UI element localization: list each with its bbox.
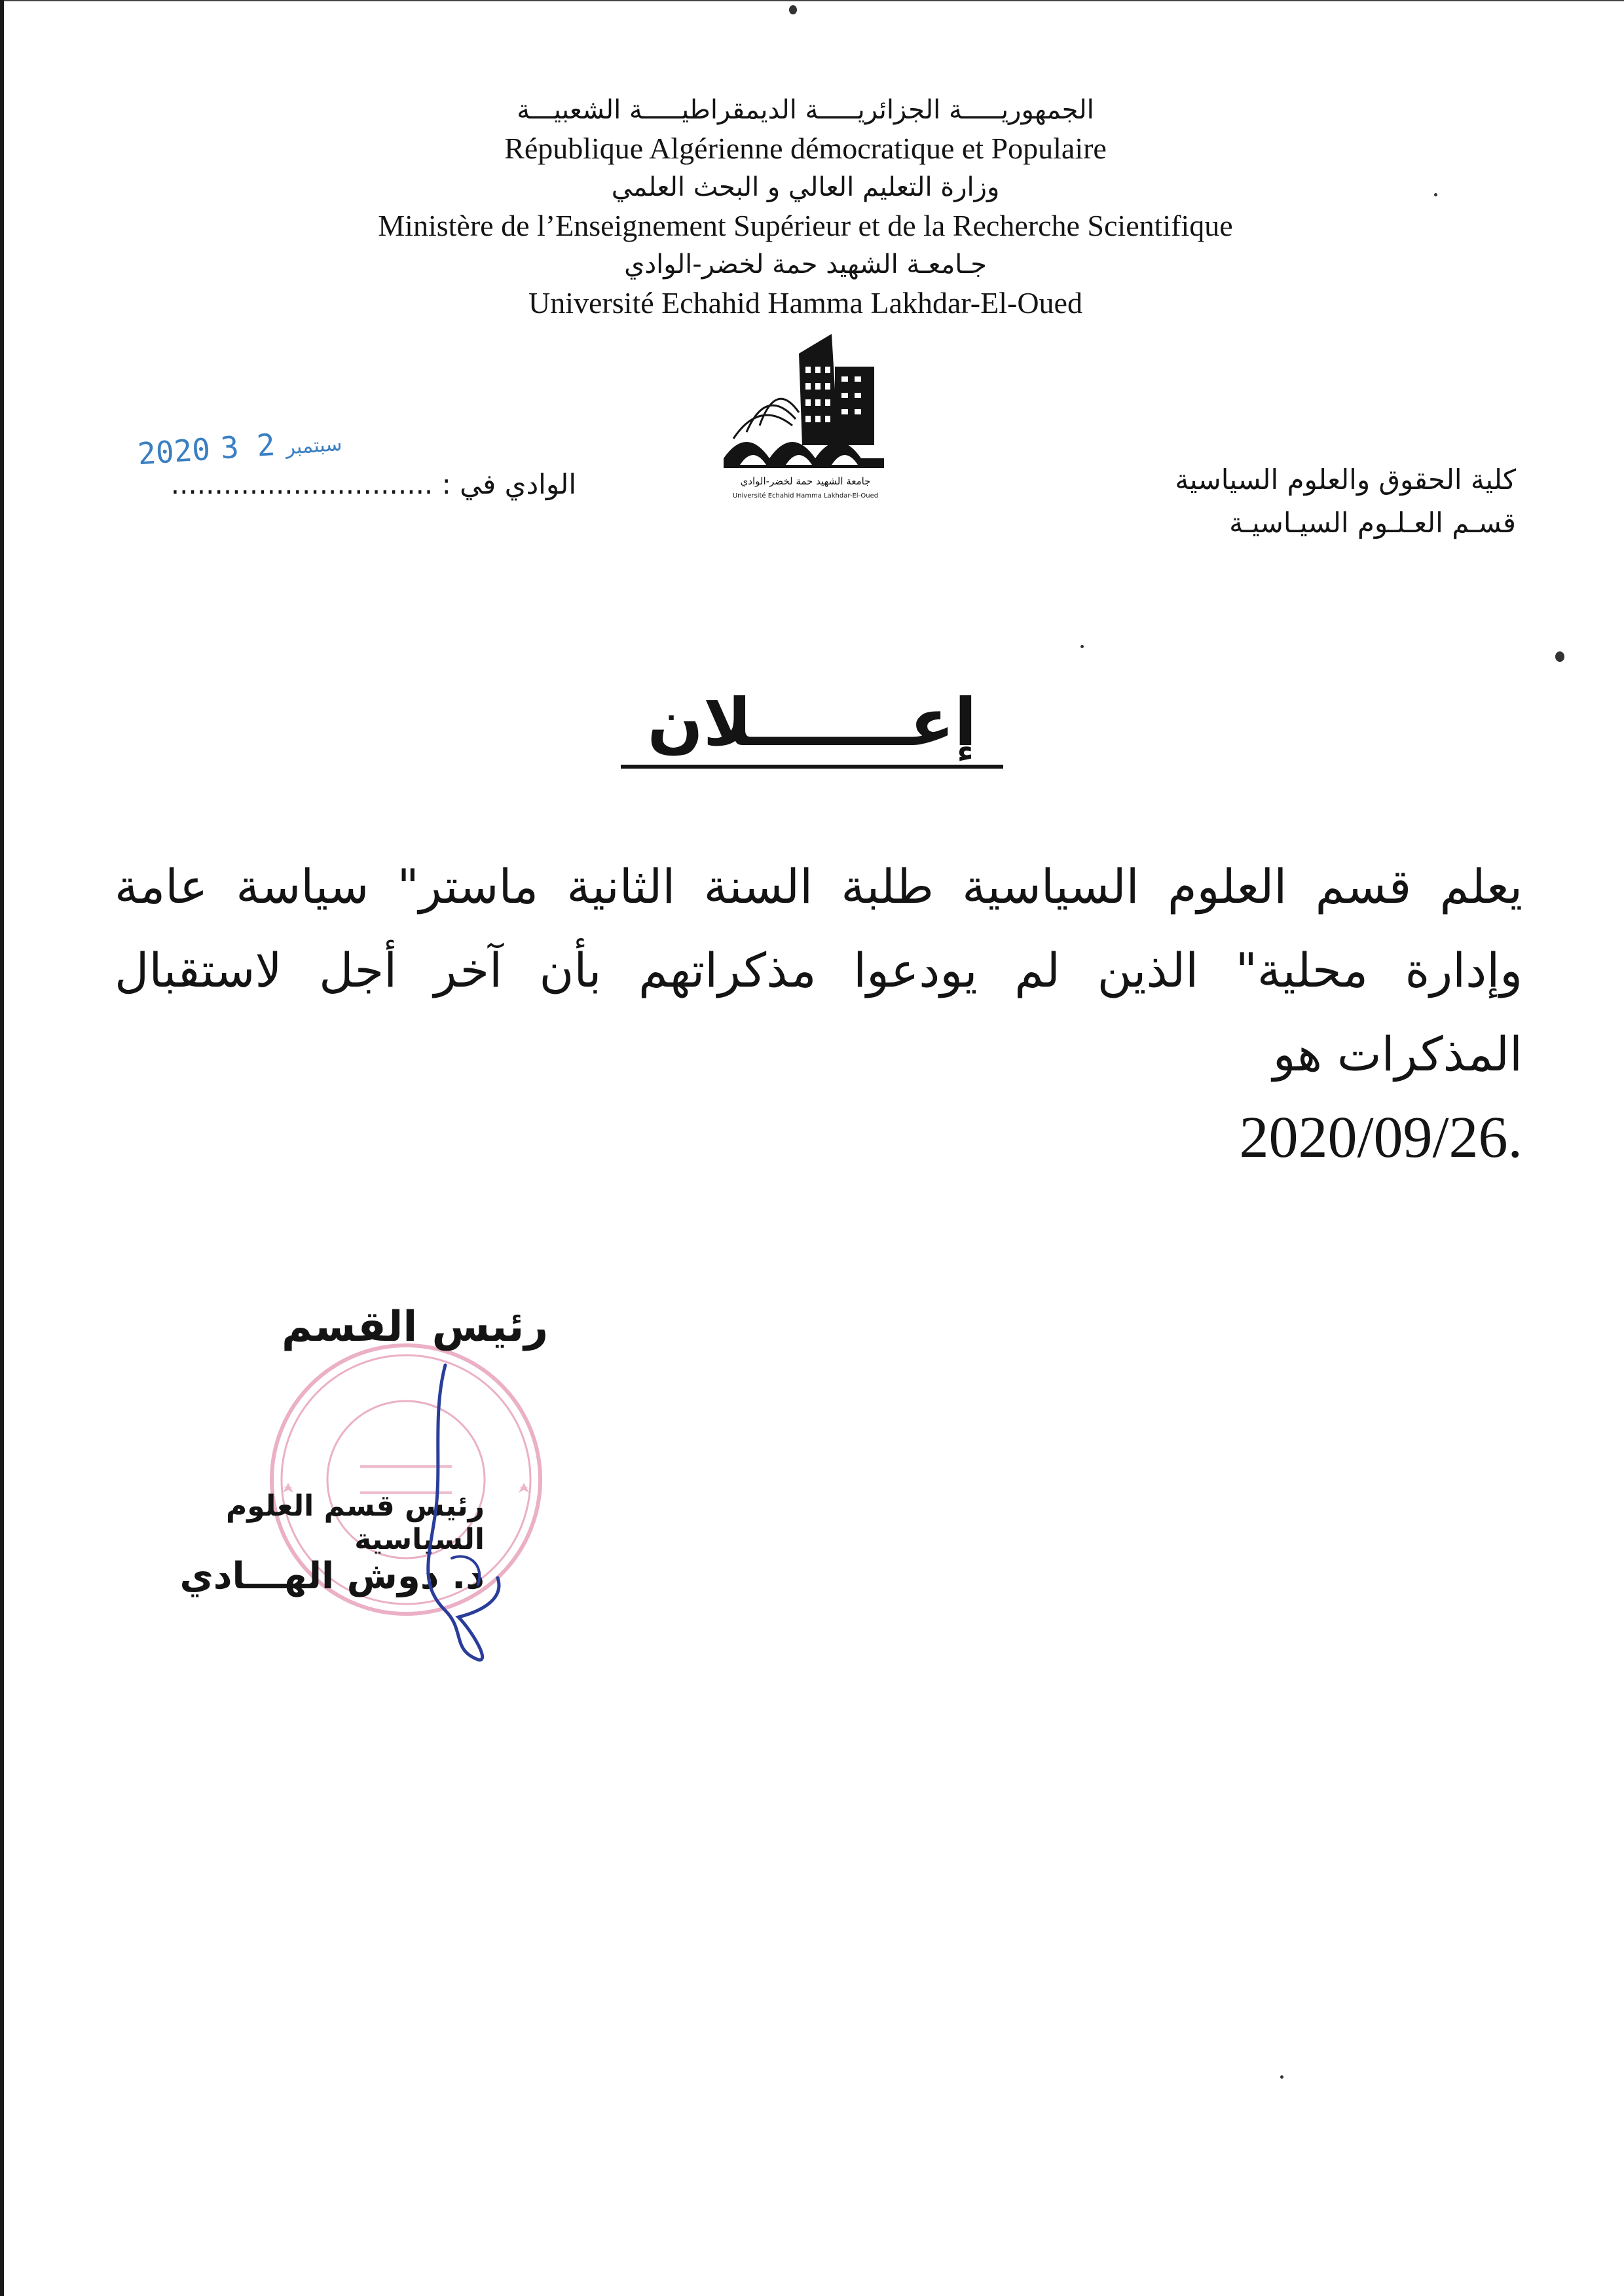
faculty-block (1175, 458, 1516, 545)
signature-block (124, 1303, 583, 1656)
stamp-year: 2020 (136, 431, 212, 472)
date-dots: .............................. (170, 468, 434, 500)
department-head-title: رئيس قسم العلوم السياسية (226, 1489, 485, 1556)
university-logo (720, 327, 891, 511)
logo-caption-arabic: جامعة الشهيد حمة لخضر-الوادي (740, 475, 871, 487)
department-name: قسـم العـلـوم السيـاسيـة (1229, 507, 1516, 539)
signature-title: رئيس القسم (282, 1303, 549, 1351)
scan-speck (1280, 2075, 1283, 2079)
scan-left-edge (0, 0, 4, 2296)
body-text: يعلم قسم العلوم السياسية طلبة السنة الثانية ماستر" سياسة عامة وإدارة محلية" الذين لم يودعوا مذكراتهم بأن آخر أجل لاستقبال المذكرات هو (115, 859, 1522, 1082)
letterhead (196, 92, 1414, 323)
date-stamp (137, 422, 354, 472)
university-french: Université Echahid Hamma Lakhdar-El-Oued (528, 286, 1082, 319)
deadline-date: .2020/09/26 (1239, 1105, 1522, 1170)
date-line (151, 468, 576, 500)
scan-speck (1080, 645, 1084, 648)
stamp-day: 2 3 (219, 426, 276, 466)
logo-caption-french: Université Echahid Hamma Lakhdar-El-Oued (732, 492, 879, 500)
ministry-arabic: وزارة التعليم العالي و البحث العلمي (611, 172, 1000, 202)
department-head-name: د. دوش الهـــادي (179, 1555, 485, 1597)
university-arabic: جـامعـة الشهيد حمة لخضر-الوادي (624, 249, 987, 280)
announcement-body (115, 845, 1522, 1180)
stamp-month: سبتمبر (284, 432, 343, 460)
scan-speck (1555, 651, 1564, 662)
ministry-french: Ministère de l’Enseignement Supérieur et de la Recherche Scientifique (378, 209, 1233, 242)
republic-french: République Algérienne démocratique et Populaire (504, 132, 1107, 165)
title-text: إعـــــــلان (621, 684, 1003, 769)
handwritten-signature (406, 1362, 524, 1663)
republic-arabic: الجمهوريـــــة الجزائريـــــة الديمقراطيـــــة الشعبيـــة (517, 95, 1094, 125)
scan-speck (789, 5, 797, 14)
announcement-title (0, 684, 1624, 761)
scan-speck (1434, 193, 1437, 196)
date-label: الوادي في : (441, 468, 576, 500)
scan-top-edge (0, 0, 1624, 8)
faculty-name: كلية الحقوق والعلوم السياسية (1175, 464, 1516, 496)
